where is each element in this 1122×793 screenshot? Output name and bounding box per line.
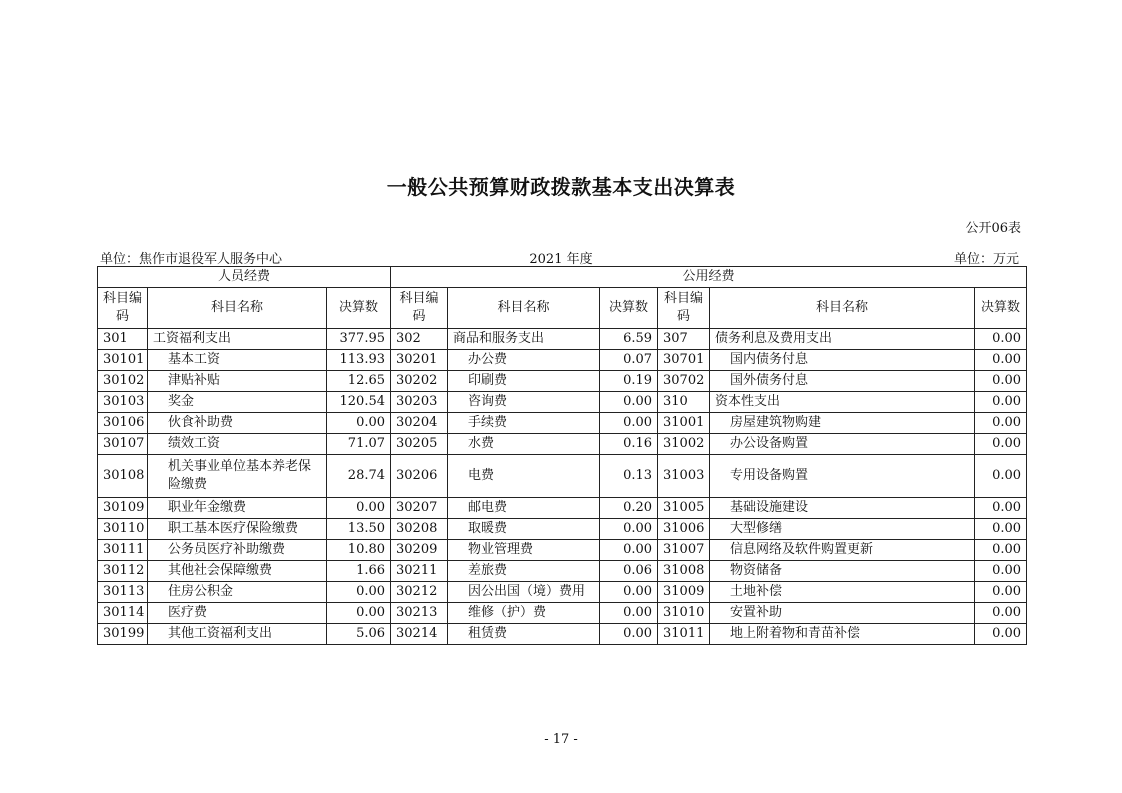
name-cell: 邮电费 [448,498,600,519]
header-code: 科目编码 [658,288,710,329]
name-cell: 住房公积金 [148,582,327,603]
header-name: 科目名称 [148,288,327,329]
code-cell: 30206 [391,455,448,498]
name-cell: 专用设备购置 [710,455,975,498]
header-amount: 决算数 [327,288,391,329]
amount-cell: 120.54 [327,392,391,413]
amount-cell: 0.00 [975,540,1027,561]
name-cell: 房屋建筑物购建 [710,413,975,434]
amount-cell: 0.13 [600,455,658,498]
header-name: 科目名称 [710,288,975,329]
name-cell: 地上附着物和青苗补偿 [710,624,975,645]
table-row [98,371,1027,392]
amount-cell: 12.65 [327,371,391,392]
code-cell: 30203 [391,392,448,413]
amount-cell: 0.00 [975,582,1027,603]
name-cell: 奖金 [148,392,327,413]
name-cell: 津贴补贴 [148,371,327,392]
amount-cell: 1.66 [327,561,391,582]
name-cell: 租赁费 [448,624,600,645]
code-cell: 31010 [658,603,710,624]
name-cell: 伙食补助费 [148,413,327,434]
amount-cell: 71.07 [327,434,391,455]
table-row [98,519,1027,540]
code-cell: 30211 [391,561,448,582]
amount-cell: 0.00 [975,434,1027,455]
currency-unit: 单位：万元 [953,252,1019,267]
amount-cell: 0.06 [600,561,658,582]
table-row [98,434,1027,455]
amount-cell: 0.00 [600,582,658,603]
code-cell: 30201 [391,350,448,371]
amount-cell: 0.00 [327,582,391,603]
header-code: 科目编码 [98,288,148,329]
name-cell: 咨询费 [448,392,600,413]
code-cell: 30101 [98,350,148,371]
name-cell: 医疗费 [148,603,327,624]
table-row [98,582,1027,603]
amount-cell: 0.00 [600,603,658,624]
name-cell: 维修（护）费 [448,603,600,624]
amount-cell: 0.00 [975,624,1027,645]
code-cell: 30108 [98,455,148,498]
name-cell: 印刷费 [448,371,600,392]
amount-cell: 0.00 [975,603,1027,624]
name-cell: 其他社会保障缴费 [148,561,327,582]
code-cell: 30209 [391,540,448,561]
code-cell: 31005 [658,498,710,519]
fiscal-year: 2021 年度 [529,252,593,267]
amount-cell: 0.00 [975,392,1027,413]
name-cell: 职工基本医疗保险缴费 [148,519,327,540]
code-cell: 30205 [391,434,448,455]
name-cell: 大型修缮 [710,519,975,540]
page-number: - 17 - [544,732,578,747]
name-cell: 取暖费 [448,519,600,540]
section-personnel: 人员经费 [98,267,391,288]
code-cell: 301 [98,329,148,350]
code-cell: 31008 [658,561,710,582]
name-cell: 资本性支出 [710,392,975,413]
amount-cell: 0.00 [975,371,1027,392]
code-cell: 30110 [98,519,148,540]
amount-cell: 0.00 [975,561,1027,582]
amount-cell: 0.00 [600,392,658,413]
section-public: 公用经费 [391,267,1027,288]
name-cell: 办公设备购置 [710,434,975,455]
code-cell: 30204 [391,413,448,434]
name-cell: 基础设施建设 [710,498,975,519]
code-cell: 307 [658,329,710,350]
amount-cell: 0.00 [327,498,391,519]
amount-cell: 0.00 [975,329,1027,350]
code-cell: 30202 [391,371,448,392]
amount-cell: 0.19 [600,371,658,392]
amount-cell: 0.00 [975,413,1027,434]
amount-cell: 10.80 [327,540,391,561]
code-cell: 302 [391,329,448,350]
name-cell: 因公出国（境）费用 [448,582,600,603]
code-cell: 31003 [658,455,710,498]
code-cell: 30213 [391,603,448,624]
expenditure-table [97,266,1027,645]
amount-cell: 0.07 [600,350,658,371]
code-cell: 30199 [98,624,148,645]
name-cell: 信息网络及软件购置更新 [710,540,975,561]
code-cell: 31006 [658,519,710,540]
name-cell: 工资福利支出 [148,329,327,350]
code-cell: 30109 [98,498,148,519]
reporting-unit: 单位：焦作市退役军人服务中心 [100,252,283,267]
table-row [98,413,1027,434]
amount-cell: 6.59 [600,329,658,350]
amount-cell: 0.00 [600,413,658,434]
header-code: 科目编码 [391,288,448,329]
table-row [98,455,1027,498]
name-cell: 安置补助 [710,603,975,624]
name-cell: 国内债务付息 [710,350,975,371]
form-code: 公开06表 [965,221,1021,236]
code-cell: 30107 [98,434,148,455]
code-cell: 30212 [391,582,448,603]
name-cell: 水费 [448,434,600,455]
code-cell: 30106 [98,413,148,434]
amount-cell: 13.50 [327,519,391,540]
amount-cell: 0.00 [600,624,658,645]
table-row [98,350,1027,371]
amount-cell: 0.00 [327,603,391,624]
code-cell: 30114 [98,603,148,624]
table-row [98,540,1027,561]
header-name: 科目名称 [448,288,600,329]
amount-cell: 0.00 [975,519,1027,540]
table-row [98,498,1027,519]
name-cell: 办公费 [448,350,600,371]
code-cell: 30207 [391,498,448,519]
name-cell: 债务利息及费用支出 [710,329,975,350]
code-cell: 31009 [658,582,710,603]
code-cell: 30701 [658,350,710,371]
name-cell: 商品和服务支出 [448,329,600,350]
amount-cell: 113.93 [327,350,391,371]
amount-cell: 377.95 [327,329,391,350]
code-cell: 31007 [658,540,710,561]
amount-cell: 0.00 [600,540,658,561]
amount-cell: 5.06 [327,624,391,645]
code-cell: 30208 [391,519,448,540]
amount-cell: 0.00 [327,413,391,434]
code-cell: 30113 [98,582,148,603]
table-row [98,624,1027,645]
name-cell: 土地补偿 [710,582,975,603]
name-cell: 基本工资 [148,350,327,371]
table-row [98,561,1027,582]
table-row [98,392,1027,413]
amount-cell: 0.00 [975,455,1027,498]
code-cell: 30103 [98,392,148,413]
name-cell: 国外债务付息 [710,371,975,392]
amount-cell: 0.20 [600,498,658,519]
code-cell: 30702 [658,371,710,392]
header-amount: 决算数 [600,288,658,329]
name-cell: 公务员医疗补助缴费 [148,540,327,561]
name-cell: 其他工资福利支出 [148,624,327,645]
amount-cell: 0.00 [975,498,1027,519]
name-cell: 绩效工资 [148,434,327,455]
code-cell: 30112 [98,561,148,582]
code-cell: 310 [658,392,710,413]
table-row [98,329,1027,350]
table-row [98,603,1027,624]
name-cell: 物资储备 [710,561,975,582]
name-cell: 电费 [448,455,600,498]
name-cell: 差旅费 [448,561,600,582]
amount-cell: 0.16 [600,434,658,455]
name-cell: 物业管理费 [448,540,600,561]
code-cell: 30214 [391,624,448,645]
amount-cell: 0.00 [600,519,658,540]
name-cell: 机关事业单位基本养老保险缴费 [148,455,327,498]
name-cell: 职业年金缴费 [148,498,327,519]
amount-cell: 0.00 [975,350,1027,371]
page-title: 一般公共预算财政拨款基本支出决算表 [386,175,736,199]
amount-cell: 28.74 [327,455,391,498]
code-cell: 31001 [658,413,710,434]
code-cell: 31002 [658,434,710,455]
name-cell: 手续费 [448,413,600,434]
code-cell: 30102 [98,371,148,392]
code-cell: 30111 [98,540,148,561]
code-cell: 31011 [658,624,710,645]
header-amount: 决算数 [975,288,1027,329]
